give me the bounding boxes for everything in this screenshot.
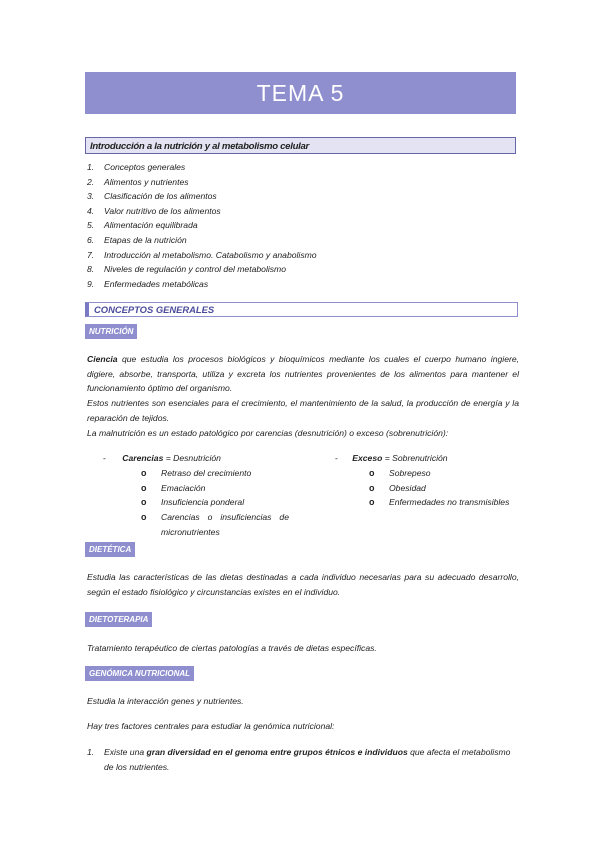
- list-item: o Sobrepeso: [369, 467, 431, 478]
- page-title: TEMA 5: [85, 72, 516, 114]
- list-item: o Emaciación: [141, 482, 206, 493]
- nutricion-paragraph-2: Estos nutrientes son esenciales para el crecimiento, el mantenimiento de la salud, la producción de energía y la reparación de tejidos.: [87, 398, 519, 423]
- outline-item: 7. Introducción al metabolismo. Catabolismo y anabolismo: [87, 249, 317, 260]
- exceso-column: [335, 451, 520, 510]
- list-item: o Obesidad: [369, 482, 426, 493]
- nutricion-paragraph-3: La malnutrición es un estado patológico por carencias (desnutrición) o exceso (sobrenutrición):: [87, 428, 449, 438]
- outline-item: 9. Enfermedades metabólicas: [87, 278, 209, 289]
- outline-list: [87, 160, 517, 291]
- outline-item: 8. Niveles de regulación y control del metabolismo: [87, 264, 286, 275]
- outline-item: 6. Etapas de la nutrición: [87, 234, 187, 245]
- outline-item: 5. Alimentación equilibrada: [87, 220, 198, 231]
- outline-item: 4. Valor nutritivo de los alimentos: [87, 205, 221, 216]
- genomica-paragraph-1: Estudia la interacción genes y nutrientes.: [87, 696, 244, 706]
- outline-item: 3. Clasificación de los alimentos: [87, 191, 217, 202]
- tag-genomica-nutricional: GENÓMICA NUTRICIONAL: [85, 666, 194, 681]
- carencias-heading: - Carencias = Desnutrición: [103, 453, 221, 463]
- outline-item: 1. Conceptos generales: [87, 162, 186, 172]
- list-item: o Enfermedades no transmisibles: [369, 497, 510, 508]
- carencias-column: [103, 451, 293, 540]
- tag-nutricion: NUTRICIÓN: [85, 324, 137, 339]
- list-item: o Insuficiencia ponderal: [141, 497, 245, 508]
- list-item: o Carencias o insuficiencias de micronutrientes: [141, 512, 289, 537]
- genomica-factor-1: 1. Existe una gran diversidad en el genoma entre grupos étnicos e individuos que afecta el metabolismo de los nutrientes.: [87, 747, 511, 772]
- tag-dietetica: DIETÉTICA: [85, 542, 135, 557]
- dietoterapia-text: Tratamiento terapéutico de ciertas patologías a través de dietas específicas.: [87, 643, 377, 653]
- dietetica-text: Estudia las características de las dietas destinadas a cada individuo necesarias para su adecuado desarrollo, según el estado fisiológico y circunstancias existes en el individuo.: [87, 572, 519, 597]
- genomica-paragraph-2: Hay tres factores centrales para estudiar la genómica nutricional:: [87, 721, 335, 731]
- section-heading: CONCEPTOS GENERALES: [85, 302, 518, 317]
- nutricion-definition: Ciencia que estudia los procesos biológicos y bioquímicos mediante los cuales el cuerpo humano ingiere, digiere, absorbe, transporta, utiliza y excreta los nutrientes provenientes de los alimentos para mantener el funcionamiento óptimo del organismo.: [87, 354, 519, 393]
- topic-heading: Introducción a la nutrición y al metabolismo celular: [85, 137, 516, 154]
- outline-item: 2. Alimentos y nutrientes: [87, 176, 189, 187]
- list-item: o Retraso del crecimiento: [141, 467, 252, 478]
- tag-dietoterapia: DIETOTERAPIA: [85, 612, 152, 627]
- exceso-heading: - Exceso = Sobrenutrición: [335, 453, 448, 463]
